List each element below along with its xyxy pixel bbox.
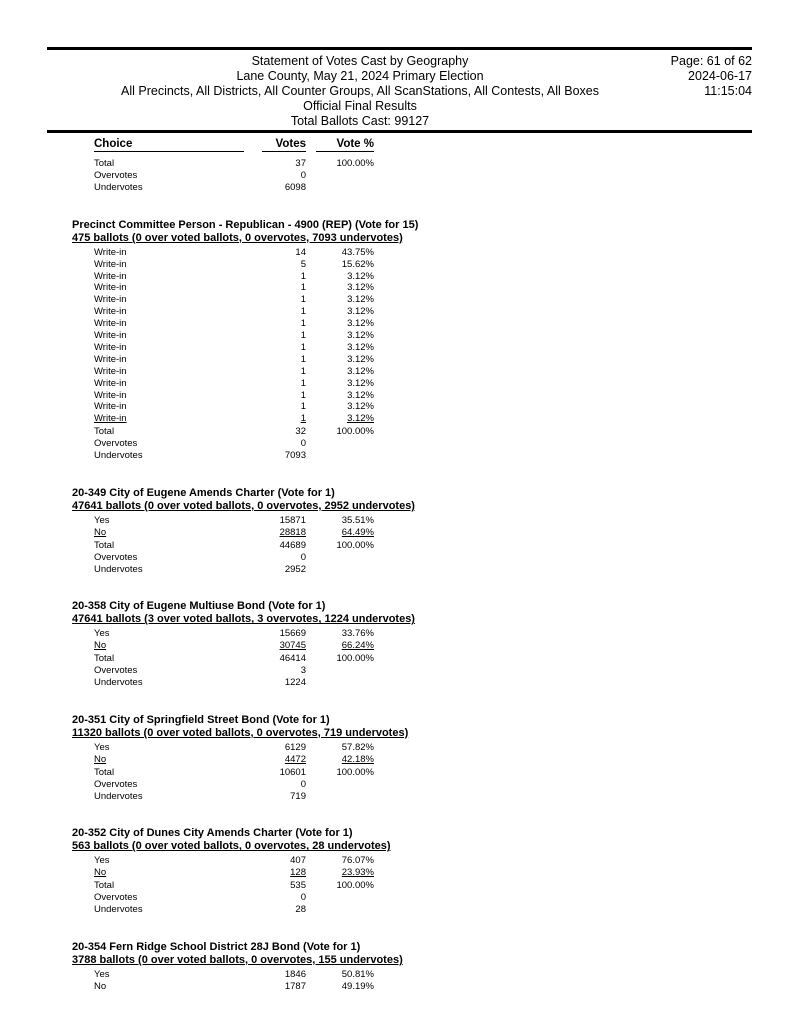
total-ballots-cast: Total Ballots Cast: 99127 xyxy=(290,114,430,128)
contest-ballot-summary: 47641 ballots (0 over voted ballots, 0 overvotes, 2952 undervotes) xyxy=(72,499,415,512)
choice-row xyxy=(0,366,800,378)
choice-label: Yes xyxy=(94,968,110,980)
choice-label: Write-in xyxy=(94,365,127,377)
overvotes-row xyxy=(0,438,800,450)
vote-count: 1 xyxy=(300,318,306,330)
report-filters: All Precincts, All Districts, All Counter Groups, All ScanStations, All Contests, All Boxes xyxy=(121,84,599,98)
vote-count: 1 xyxy=(300,294,306,306)
choice-label: Write-in xyxy=(94,246,127,258)
vote-count: 0 xyxy=(300,169,306,181)
vote-count: 1787 xyxy=(284,980,306,992)
choice-label: No xyxy=(94,980,107,992)
choice-label: Write-in xyxy=(94,389,127,401)
choice-label: Write-in xyxy=(94,318,127,330)
vote-count: 2952 xyxy=(284,563,306,575)
header-top-rule xyxy=(47,47,752,50)
column-choice: Choice xyxy=(94,138,133,150)
choice-row xyxy=(0,318,800,330)
choice-label: Write-in xyxy=(94,341,127,353)
vote-count: 14 xyxy=(295,246,306,258)
choice-label: Write-in xyxy=(94,294,127,306)
vote-count: 32 xyxy=(295,426,306,438)
vote-percent: 3.12% xyxy=(347,294,374,306)
report-header xyxy=(90,54,630,129)
vote-count: 0 xyxy=(300,438,306,450)
vote-percent: 43.75% xyxy=(341,246,374,258)
vote-count: 46414 xyxy=(279,653,306,665)
vote-percent: 3.12% xyxy=(347,341,374,353)
vote-percent: 3.12% xyxy=(347,377,374,389)
choice-label: Overvotes xyxy=(94,169,138,181)
choice-row xyxy=(0,867,800,879)
page-number: Page: 61 of 62 xyxy=(670,54,752,68)
vote-count: 15669 xyxy=(279,628,306,640)
results-status: Official Final Results xyxy=(303,99,417,113)
undervotes-row xyxy=(0,791,800,803)
vote-percent: 3.12% xyxy=(347,413,374,425)
choice-label: Total xyxy=(94,880,115,892)
vote-count: 10601 xyxy=(279,766,306,778)
vote-percent: 100.00% xyxy=(336,158,374,169)
vote-percent: 3.12% xyxy=(347,318,374,330)
vote-percent: 57.82% xyxy=(341,741,374,753)
vote-count: 1846 xyxy=(284,968,306,980)
vote-count: 535 xyxy=(290,880,306,892)
choice-label: Overvotes xyxy=(94,551,138,563)
choice-label: Write-in xyxy=(94,282,127,294)
vote-count: 7093 xyxy=(284,450,306,461)
choice-label: Total xyxy=(94,539,115,551)
report-title: Statement of Votes Cast by Geography xyxy=(251,54,469,68)
contest-title: 20-354 Fern Ridge School District 28J Bond (Vote for 1) xyxy=(72,940,361,953)
contest-ballot-summary: 563 ballots (0 over voted ballots, 0 overvotes, 28 undervotes) xyxy=(72,840,391,853)
vote-count: 44689 xyxy=(279,539,306,551)
vote-percent: 100.00% xyxy=(336,539,374,551)
vote-percent: 100.00% xyxy=(336,880,374,892)
choice-label: Yes xyxy=(94,855,110,867)
undervotes-row xyxy=(0,904,800,916)
overvotes-row xyxy=(0,892,800,904)
choice-row xyxy=(0,294,800,306)
vote-percent: 50.81% xyxy=(341,968,374,980)
vote-percent: 3.12% xyxy=(347,282,374,294)
report-date: 2024-06-17 xyxy=(688,69,752,83)
vote-count: 3 xyxy=(300,665,306,677)
choice-row xyxy=(0,330,800,342)
vote-count: 1 xyxy=(300,389,306,401)
vote-percent: 66.24% xyxy=(341,640,374,652)
total-row xyxy=(0,158,800,170)
choice-row xyxy=(0,342,800,354)
report-meta xyxy=(600,54,752,99)
choice-label: Yes xyxy=(94,741,110,753)
choice-label: Undervotes xyxy=(94,677,143,688)
vote-count: 0 xyxy=(300,551,306,563)
vote-percent: 3.12% xyxy=(347,353,374,365)
vote-count: 1 xyxy=(300,413,306,425)
choice-row xyxy=(0,754,800,766)
choice-row xyxy=(0,969,800,981)
vote-count: 128 xyxy=(290,867,306,879)
contest-title: 20-358 City of Eugene Multiuse Bond (Vote for 1) xyxy=(72,600,326,613)
undervotes-row xyxy=(0,677,800,689)
vote-count: 407 xyxy=(290,855,306,867)
choice-row xyxy=(0,401,800,413)
choice-label: Write-in xyxy=(94,306,127,318)
contest-title: 20-351 City of Springfield Street Bond (Vote for 1) xyxy=(72,713,330,726)
choice-row xyxy=(0,271,800,283)
vote-count: 15871 xyxy=(279,514,306,526)
choice-label: Undervotes xyxy=(94,904,143,915)
vote-count: 1 xyxy=(300,306,306,318)
election-name: Lane County, May 21, 2024 Primary Election xyxy=(236,69,484,83)
vote-percent: 23.93% xyxy=(341,867,374,879)
total-row xyxy=(0,653,800,665)
choice-label: Undervotes xyxy=(94,790,143,802)
vote-count: 30745 xyxy=(279,640,306,652)
vote-count: 6098 xyxy=(284,181,306,193)
vote-percent: 35.51% xyxy=(341,514,374,526)
choice-row xyxy=(0,628,800,640)
undervotes-row xyxy=(0,182,800,194)
choice-row xyxy=(0,247,800,259)
choice-label: Total xyxy=(94,158,115,169)
choice-row xyxy=(0,354,800,366)
vote-count: 719 xyxy=(290,790,306,802)
vote-percent: 49.19% xyxy=(341,980,374,992)
choice-label: Write-in xyxy=(94,258,127,270)
choice-label: Overvotes xyxy=(94,665,138,677)
choice-row xyxy=(0,259,800,271)
contest-ballot-summary: 47641 ballots (3 over voted ballots, 3 overvotes, 1224 undervotes) xyxy=(72,613,415,626)
choice-label: Write-in xyxy=(94,413,127,425)
overvotes-row xyxy=(0,665,800,677)
choice-row xyxy=(0,640,800,652)
vote-percent: 3.12% xyxy=(347,306,374,318)
vote-count: 28 xyxy=(295,904,306,915)
choice-label: Write-in xyxy=(94,401,127,413)
overvotes-row xyxy=(0,779,800,791)
vote-percent: 76.07% xyxy=(341,855,374,867)
header-bottom-rule xyxy=(47,130,752,133)
vote-percent: 3.12% xyxy=(347,389,374,401)
vote-count: 1 xyxy=(300,401,306,413)
choice-label: No xyxy=(94,867,107,879)
vote-percent: 100.00% xyxy=(336,766,374,778)
vote-percent: 3.12% xyxy=(347,330,374,341)
vote-percent: 33.76% xyxy=(341,628,374,640)
choice-row xyxy=(0,515,800,527)
total-row xyxy=(0,767,800,779)
total-row xyxy=(0,426,800,438)
choice-label: No xyxy=(94,640,107,652)
total-row xyxy=(0,880,800,892)
vote-count: 5 xyxy=(300,258,306,270)
vote-percent: 3.12% xyxy=(347,401,374,413)
choice-row xyxy=(0,742,800,754)
vote-percent: 64.49% xyxy=(341,526,374,538)
vote-count: 37 xyxy=(295,158,306,169)
choice-row xyxy=(0,527,800,539)
choice-row xyxy=(0,306,800,318)
vote-count: 1 xyxy=(300,270,306,282)
vote-percent: 100.00% xyxy=(336,426,374,438)
vote-percent: 3.12% xyxy=(347,365,374,377)
choice-row xyxy=(0,855,800,867)
vote-count: 1 xyxy=(300,377,306,389)
choice-label: Write-in xyxy=(94,330,127,341)
choice-label: Overvotes xyxy=(94,438,138,450)
choice-row xyxy=(0,390,800,402)
choice-label: Write-in xyxy=(94,377,127,389)
choice-label: Total xyxy=(94,766,115,778)
column-choice-underline xyxy=(94,151,244,152)
choice-label: Yes xyxy=(94,628,110,640)
contest-title: 20-349 City of Eugene Amends Charter (Vote for 1) xyxy=(72,486,335,499)
undervotes-row xyxy=(0,450,800,462)
choice-label: No xyxy=(94,526,107,538)
undervotes-row xyxy=(0,564,800,576)
column-votes: Votes xyxy=(275,138,306,150)
choice-row xyxy=(0,282,800,294)
vote-count: 1 xyxy=(300,330,306,341)
contest-title: 20-352 City of Dunes City Amends Charter (Vote for 1) xyxy=(72,827,353,840)
choice-label: Total xyxy=(94,426,115,438)
contest-ballot-summary: 475 ballots (0 over voted ballots, 0 overvotes, 7093 undervotes) xyxy=(72,231,403,244)
vote-count: 1224 xyxy=(284,677,306,688)
overvotes-row xyxy=(0,170,800,182)
column-pct-underline xyxy=(316,151,374,152)
vote-count: 1 xyxy=(300,282,306,294)
vote-count: 0 xyxy=(300,778,306,790)
total-row xyxy=(0,540,800,552)
choice-label: No xyxy=(94,753,107,765)
vote-count: 28818 xyxy=(279,526,306,538)
choice-label: Undervotes xyxy=(94,450,143,461)
choice-label: Write-in xyxy=(94,353,127,365)
contest-title: Precinct Committee Person - Republican - 4900 (REP) (Vote for 15) xyxy=(72,218,419,231)
choice-row xyxy=(0,981,800,993)
column-vote-pct: Vote % xyxy=(336,138,374,150)
vote-percent: 42.18% xyxy=(341,753,374,765)
vote-count: 0 xyxy=(300,892,306,904)
vote-count: 1 xyxy=(300,365,306,377)
vote-percent: 100.00% xyxy=(336,653,374,665)
choice-label: Write-in xyxy=(94,270,127,282)
contest-ballot-summary: 3788 ballots (0 over voted ballots, 0 overvotes, 155 undervotes) xyxy=(72,953,403,966)
vote-percent: 3.12% xyxy=(347,270,374,282)
report-time: 11:15:04 xyxy=(704,84,752,98)
vote-count: 6129 xyxy=(284,741,306,753)
choice-label: Undervotes xyxy=(94,563,143,575)
choice-label: Undervotes xyxy=(94,181,143,193)
choice-row xyxy=(0,413,800,425)
choice-label: Overvotes xyxy=(94,892,138,904)
choice-label: Yes xyxy=(94,514,110,526)
choice-label: Overvotes xyxy=(94,778,138,790)
contest-ballot-summary: 11320 ballots (0 over voted ballots, 0 overvotes, 719 undervotes) xyxy=(72,726,409,739)
vote-percent: 15.62% xyxy=(341,258,374,270)
vote-count: 1 xyxy=(300,341,306,353)
choice-row xyxy=(0,378,800,390)
overvotes-row xyxy=(0,552,800,564)
choice-label: Total xyxy=(94,653,115,665)
vote-count: 1 xyxy=(300,353,306,365)
vote-count: 4472 xyxy=(284,753,306,765)
column-votes-underline xyxy=(262,151,306,152)
